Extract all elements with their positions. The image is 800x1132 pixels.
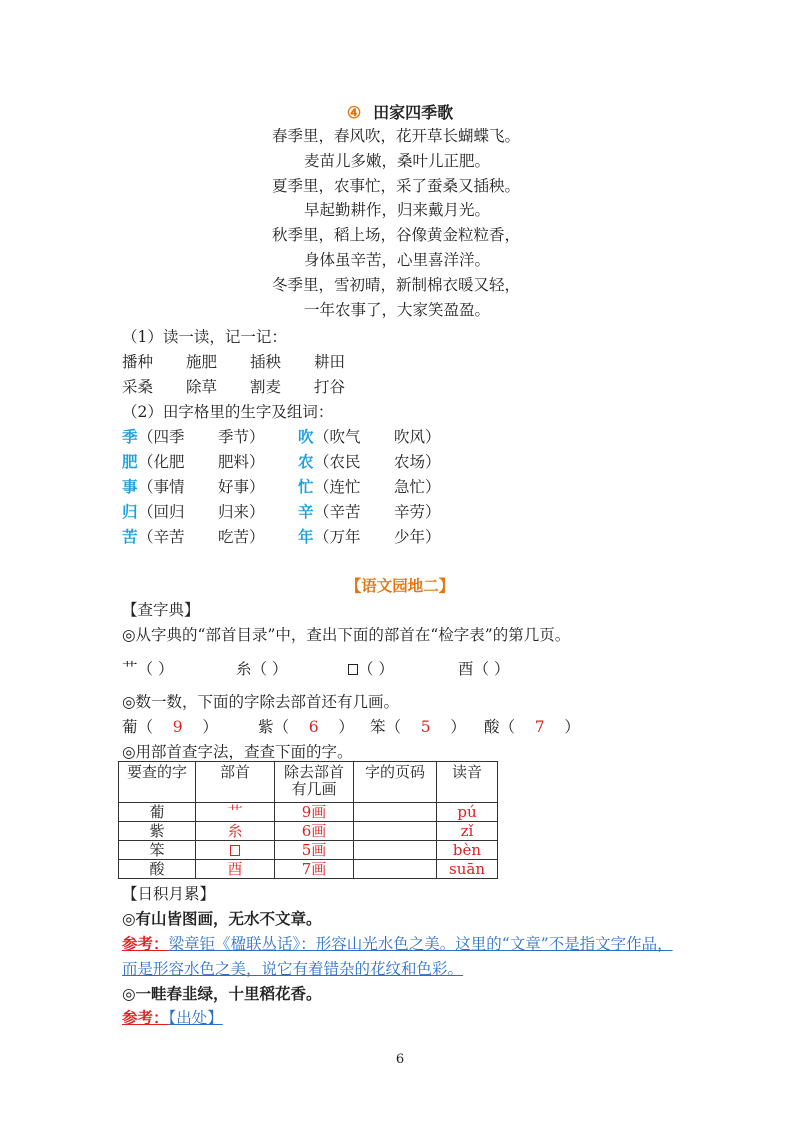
word-item: 打谷 [314, 378, 346, 396]
page-blank: （ ） [473, 660, 510, 678]
new-char: 辛 [298, 502, 314, 521]
word-item: 施肥 [186, 353, 218, 371]
source-link[interactable]: 【出处】 [168, 1009, 223, 1027]
radical-row [122, 657, 642, 679]
square-radical-icon [230, 845, 240, 856]
cell-radical [196, 841, 275, 860]
cell-strokes: 9画 [275, 803, 354, 822]
cell-char: 葡 [119, 803, 196, 822]
count-char: 酸 [484, 718, 500, 736]
cell-page[interactable] [354, 822, 437, 841]
char-word: 吃苦） [218, 528, 265, 546]
cell-char: 笨 [119, 841, 196, 860]
reference-line [122, 1006, 223, 1028]
char-word: 少年） [394, 528, 441, 546]
poem-line: 秋季里，稻上场，谷像黄金粒粒香， [272, 226, 521, 245]
cell-pinyin: bèn [437, 841, 498, 860]
radical-lookup-table [118, 761, 498, 879]
char-word: 辛劳） [394, 503, 441, 521]
dict-heading: 【查字典】 [122, 601, 200, 619]
page-number: 6 [395, 1052, 405, 1067]
instruction-text: ◎从字典的“部首目录”中，查出下面的部首在“检字表”的第几页。 [122, 626, 571, 644]
table-header: 读音 [437, 762, 498, 803]
reference-label: 参考： [122, 1008, 169, 1027]
new-char: 季 [122, 427, 138, 446]
new-char: 吹 [298, 427, 314, 446]
word-item: 除草 [186, 378, 218, 396]
char-word: 季节） [218, 428, 265, 446]
table-row [119, 803, 498, 822]
table-header: 字的页码 [354, 762, 437, 803]
char-word: 急忙） [394, 478, 441, 496]
word-item: 插秧 [250, 353, 282, 371]
accumulate-heading: 【日积月累】 [122, 885, 216, 903]
cell-radical: 艹 [196, 803, 275, 822]
poem-line: 一年农事了，大家笑盈盈。 [304, 300, 491, 319]
stroke-count-row: 葡（ 9 ） 紫（ 6 ） 笨（ 5 ） 酸（ 7 ） [122, 718, 580, 736]
cell-pinyin: suān [437, 860, 498, 879]
instruction-text: ◎数一数，下面的字除去部首还有几画。 [122, 693, 400, 711]
count-answer: 5 [420, 718, 431, 736]
word-item: 采桑 [122, 378, 154, 396]
char-word: （连忙 [314, 478, 361, 496]
char-section-heading: （2）田字格里的生字及组词： [122, 403, 334, 421]
char-word: （四季 [138, 428, 185, 446]
radical-char: 艹 [122, 660, 138, 678]
garden-title: 【语文园地二】 [345, 576, 455, 595]
char-word: （吹气 [314, 428, 361, 446]
cell-strokes: 7画 [275, 860, 354, 879]
char-word: （事情 [138, 478, 185, 496]
char-word: （辛苦 [314, 503, 361, 521]
page-blank: （ ） [137, 660, 174, 678]
table-row [119, 841, 498, 860]
new-char: 农 [298, 452, 314, 471]
table-header: 除去部首 有几画 [275, 762, 354, 803]
word-item: 割麦 [250, 378, 282, 396]
char-word: 好事） [218, 478, 265, 496]
cell-pinyin: zǐ [437, 822, 498, 841]
table-row [119, 822, 498, 841]
char-word: 肥料） [218, 453, 265, 471]
cell-page[interactable] [354, 803, 437, 822]
new-char: 苦 [122, 527, 138, 546]
word-item: 播种 [122, 353, 154, 371]
poem-title-text: 田家四季歌 [373, 103, 454, 122]
instruction-text: ◎用部首查字法，查查下面的字。 [122, 743, 353, 761]
table-header-row [119, 762, 498, 803]
count-answer: 6 [308, 718, 319, 736]
count-char: 紫 [258, 718, 274, 736]
cell-page[interactable] [354, 860, 437, 879]
table-header: 要查的字 [119, 762, 196, 803]
poem-title [0, 100, 800, 123]
word-item: 耕田 [314, 353, 346, 371]
new-char: 肥 [122, 452, 138, 471]
cell-char: 酸 [119, 860, 196, 879]
poem-line: 冬季里，雪初晴，新制棉衣暖又轻， [272, 275, 521, 294]
cell-strokes: 6画 [275, 822, 354, 841]
new-char: 年 [298, 527, 314, 546]
poem-line: 麦苗儿多嫩，桑叶儿正肥。 [304, 151, 491, 170]
new-char: 归 [122, 502, 138, 521]
char-word: 吹风） [394, 428, 441, 446]
poem-line: 身体虽辛苦，心里喜洋洋。 [304, 251, 491, 269]
radical-char: 酉 [458, 660, 474, 678]
char-word: （化肥 [138, 453, 185, 471]
count-char: 葡 [122, 718, 138, 736]
new-char: 忙 [298, 477, 314, 496]
cell-radical: 酉 [196, 860, 275, 879]
reference-line [122, 957, 463, 979]
cell-char: 紫 [119, 822, 196, 841]
cell-radical: 糸 [196, 822, 275, 841]
new-char: 事 [122, 477, 138, 496]
char-word: 农场） [394, 453, 441, 471]
table-row [119, 860, 498, 879]
count-char: 笨 [370, 718, 386, 736]
table-header: 部首 [196, 762, 275, 803]
poem-line: 早起勤耕作，归来戴月光。 [304, 201, 491, 220]
cell-page[interactable] [354, 841, 437, 860]
char-word: （辛苦 [138, 528, 185, 546]
cell-strokes: 5画 [275, 841, 354, 860]
saying: ◎有山皆图画，无水不文章。 [122, 909, 322, 928]
cell-pinyin: pú [437, 803, 498, 822]
char-word: （回归 [138, 503, 185, 521]
saying: ◎一畦春韭绿，十里稻花香。 [122, 984, 322, 1003]
reference-line [122, 932, 673, 954]
char-word: （万年 [314, 528, 361, 546]
char-word: 归来） [218, 503, 265, 521]
poem-line: 春季里，春风吹，花开草长蝴蝶飞。 [272, 127, 521, 145]
radical-char: 糸 [236, 660, 252, 678]
reference-label: 参考： [122, 934, 169, 953]
reference-text: 而是形容水色之美，说它有着错杂的花纹和色彩。 [122, 960, 464, 978]
square-radical-icon [348, 664, 358, 675]
count-answer: 7 [534, 718, 545, 736]
reference-text: 梁章钜《楹联丛话》：形容山光水色之美。这里的“文章”不是指文字作品， [168, 935, 673, 953]
count-answer: 9 [172, 718, 183, 736]
page-blank: （ ） [251, 660, 288, 678]
char-word: （农民 [314, 453, 361, 471]
read-section-heading: （1）读一读，记一记： [122, 328, 287, 346]
page-blank: （ ） [358, 660, 394, 678]
poem-number: ④ [346, 103, 362, 122]
poem-line: 夏季里，农事忙，采了蚕桑又插秧。 [272, 176, 521, 195]
